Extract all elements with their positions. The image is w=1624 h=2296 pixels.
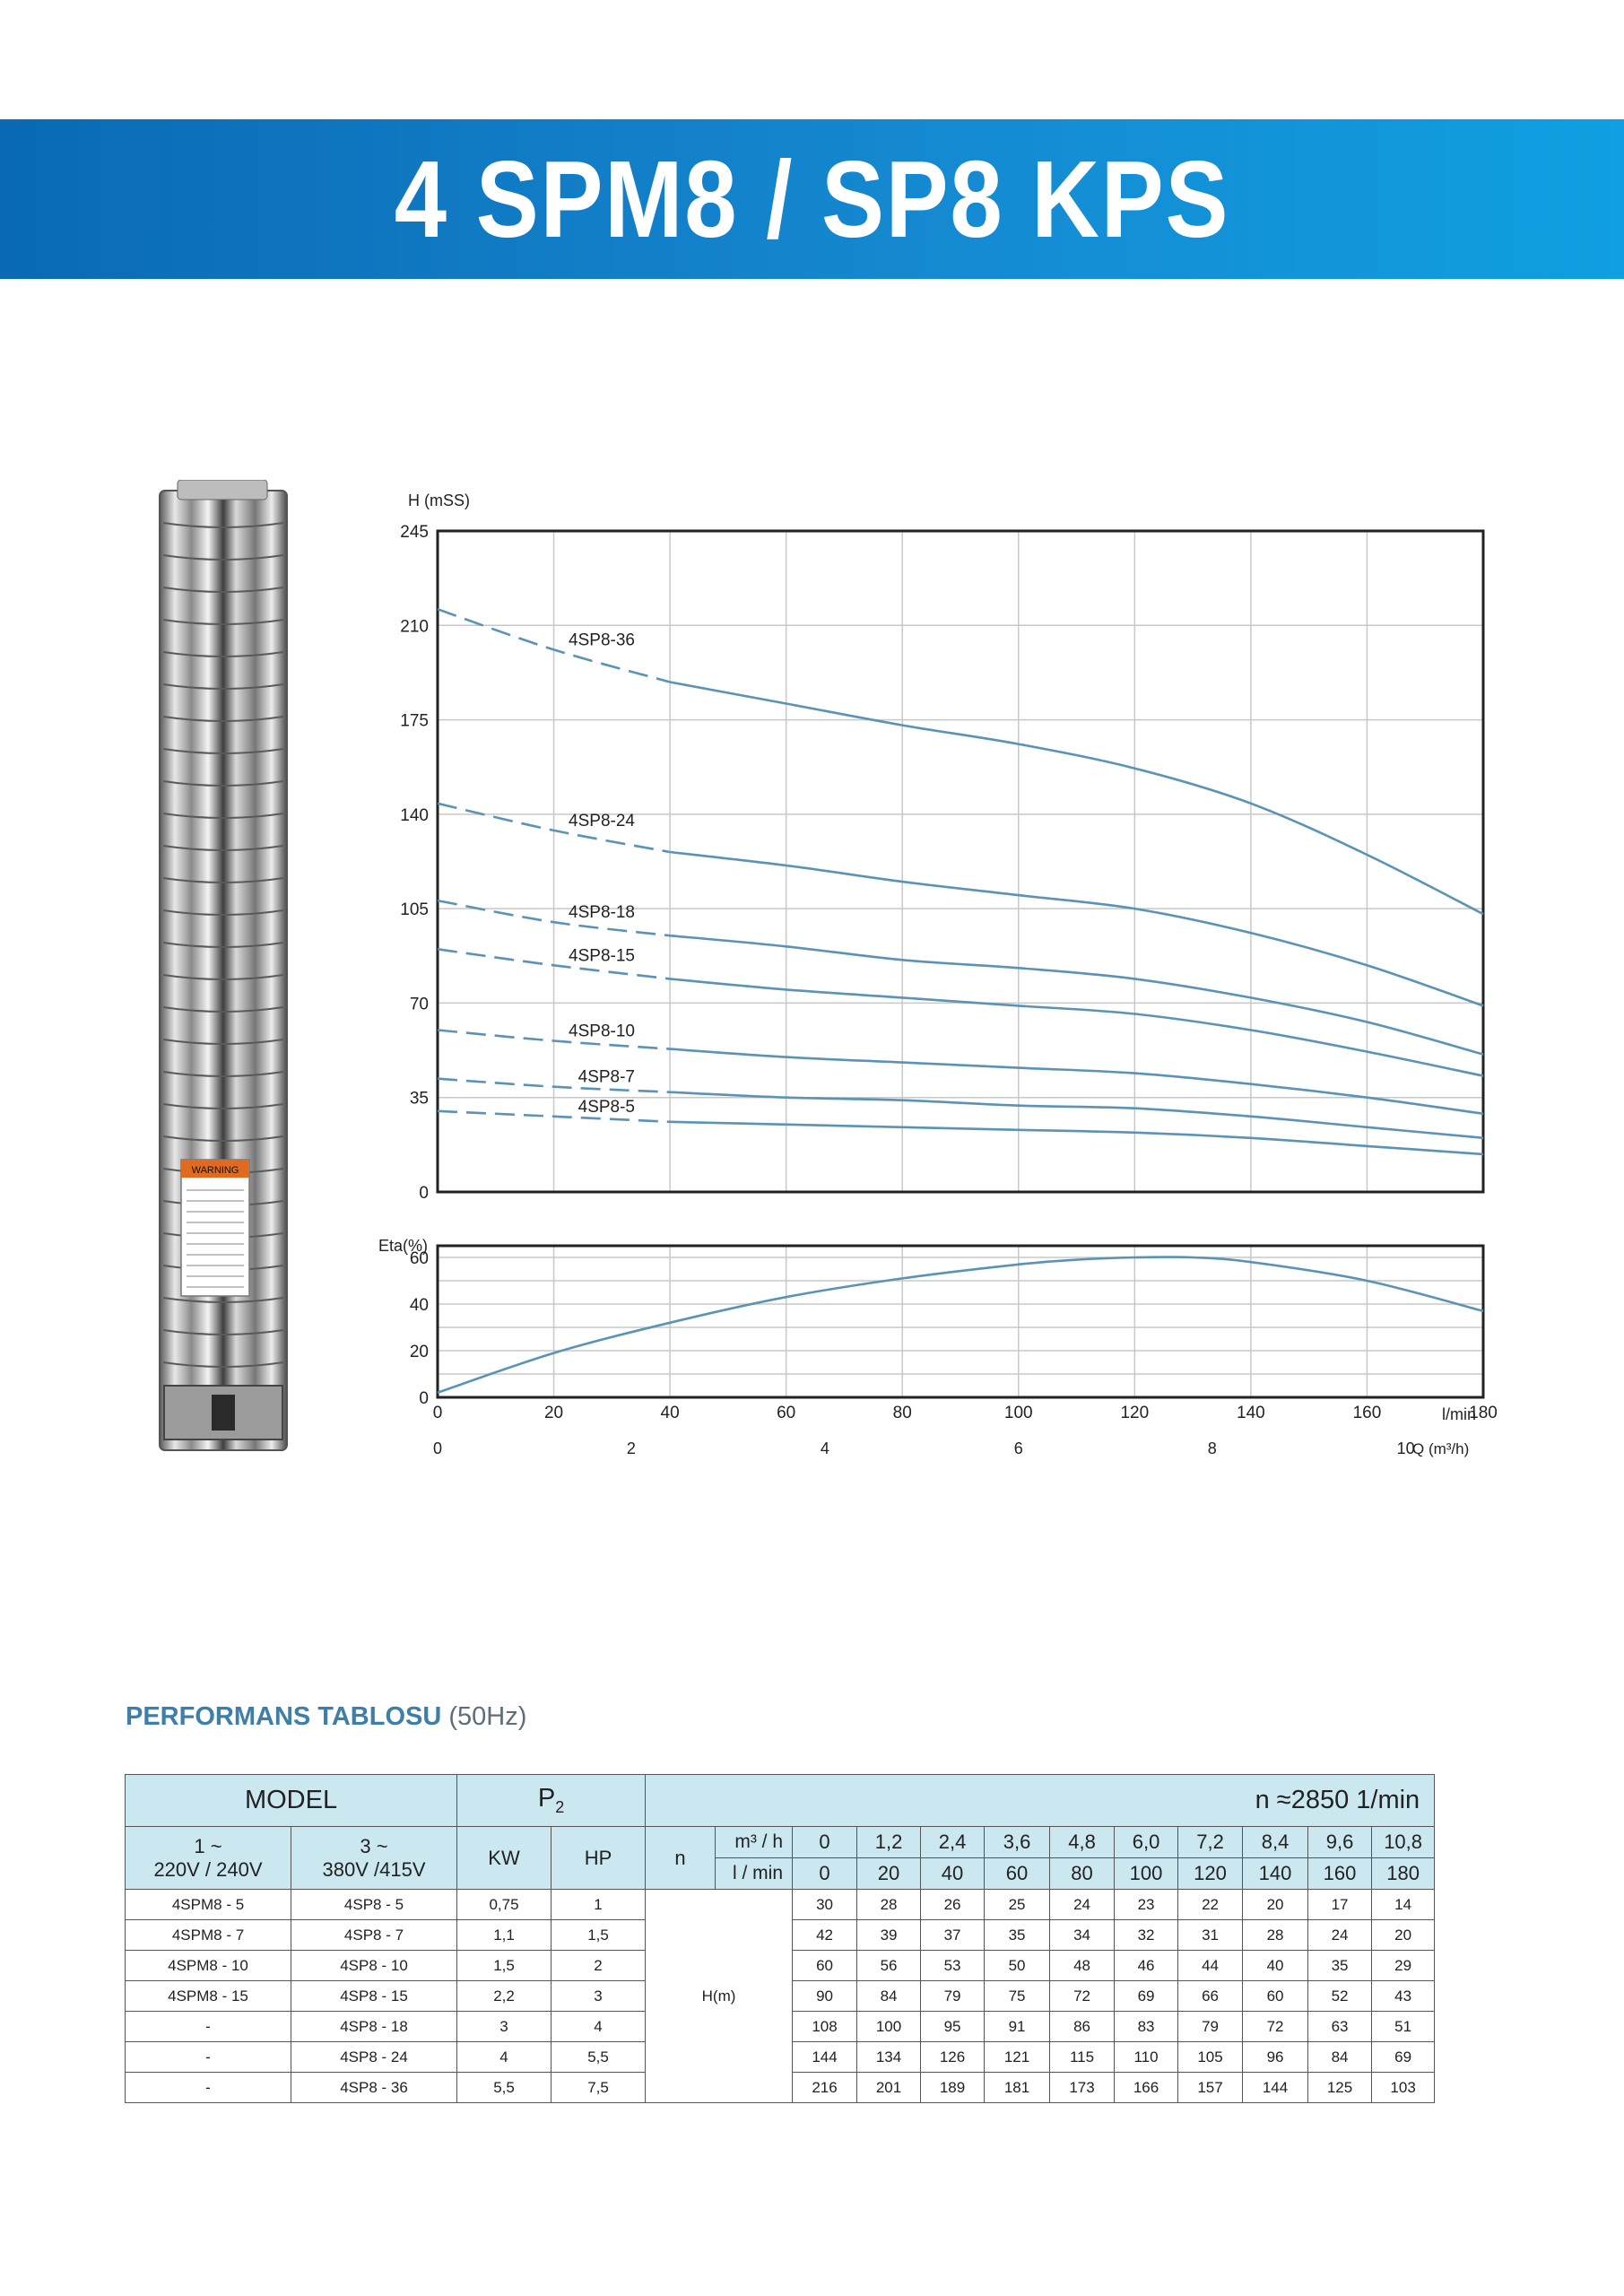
head-value: 201 [857, 2073, 921, 2103]
model-single-phase: - [126, 2042, 291, 2073]
n-header: n [646, 1827, 716, 1890]
table-row [126, 1890, 1435, 1920]
power-kw: 1,5 [457, 1951, 551, 1981]
head-value: 72 [1243, 2012, 1308, 2042]
performance-table [125, 1774, 1435, 2103]
head-value: 115 [1050, 2042, 1115, 2073]
x-axis-unit-lmin: l/min [1442, 1405, 1477, 1423]
head-value: 32 [1115, 1920, 1178, 1951]
model-three-phase: 4SP8 - 18 [291, 2012, 457, 2042]
x-axis-unit-m3h: Q (m³/h) [1412, 1440, 1470, 1457]
head-y-tick-label: 0 [419, 1184, 429, 1203]
head-value: 48 [1050, 1951, 1115, 1981]
head-y-tick-label: 245 [400, 523, 429, 542]
head-value: 83 [1115, 2012, 1178, 2042]
head-value: 14 [1372, 1890, 1435, 1920]
efficiency-axis-label: Eta(%) [378, 1237, 429, 1255]
head-value: 56 [857, 1951, 921, 1981]
x-tick-label-lmin: 20 [543, 1404, 564, 1422]
power-hp: 4 [551, 2012, 646, 2042]
head-curve-label: 4SP8-15 [569, 946, 635, 966]
x-tick-label-lmin: 180 [1469, 1404, 1498, 1422]
performance-table-heading [126, 1702, 526, 1732]
head-value: 100 [857, 2012, 921, 2042]
flow-m3h-header: 7,2 [1178, 1827, 1243, 1858]
head-axis-label: H (mSS) [408, 491, 470, 509]
head-curve-label: 4SP8-5 [578, 1097, 635, 1117]
power-kw: 5,5 [457, 2073, 551, 2103]
head-value: 34 [1050, 1920, 1115, 1951]
head-value: 105 [1178, 2042, 1243, 2073]
power-hp: 1 [551, 1890, 646, 1920]
head-value: 43 [1372, 1981, 1435, 2012]
power-hp: 1,5 [551, 1920, 646, 1951]
model-single-phase: - [126, 2073, 291, 2103]
head-y-tick-label: 105 [400, 900, 429, 920]
head-value: 90 [793, 1981, 857, 2012]
head-value: 17 [1308, 1890, 1372, 1920]
head-value: 31 [1178, 1920, 1243, 1951]
power-hp: 5,5 [551, 2042, 646, 2073]
head-value: 23 [1115, 1890, 1178, 1920]
head-value: 166 [1115, 2073, 1178, 2103]
flow-m3h-header: 6,0 [1115, 1827, 1178, 1858]
head-curve-label: 4SP8-7 [578, 1067, 635, 1087]
head-label-cell: H(m) [646, 1890, 793, 2103]
unit-lmin: l / min [716, 1858, 793, 1890]
model-three-phase: 4SP8 - 5 [291, 1890, 457, 1920]
head-curve-label: 4SP8-36 [569, 631, 635, 650]
x-tick-label-lmin: 160 [1352, 1404, 1382, 1422]
head-value: 53 [921, 1951, 985, 1981]
model-three-phase: 4SP8 - 36 [291, 2073, 457, 2103]
efficiency-y-tick-label: 40 [409, 1296, 429, 1315]
flow-m3h-header: 3,6 [985, 1827, 1050, 1858]
head-value: 25 [985, 1890, 1050, 1920]
head-curve-label: 4SP8-24 [569, 811, 635, 831]
three-phase-header: 3 ~ 380V /415V [291, 1827, 457, 1890]
head-value: 103 [1372, 2073, 1435, 2103]
hp-header: HP [551, 1827, 646, 1890]
x-tick-label-m3h: 6 [1013, 1439, 1023, 1457]
head-value: 173 [1050, 2073, 1115, 2103]
model-three-phase: 4SP8 - 24 [291, 2042, 457, 2073]
head-value: 110 [1115, 2042, 1178, 2073]
speed-header: n ≈2850 1/min [646, 1775, 1435, 1827]
power-kw: 4 [457, 2042, 551, 2073]
model-single-phase: 4SPM8 - 5 [126, 1890, 291, 1920]
x-tick-label-m3h: 0 [432, 1439, 443, 1457]
head-value: 69 [1372, 2042, 1435, 2073]
head-curve-label: 4SP8-18 [569, 903, 635, 923]
head-value: 79 [921, 1981, 985, 2012]
efficiency-curve [438, 1257, 1483, 1392]
head-value: 60 [1243, 1981, 1308, 2012]
head-y-tick-label: 70 [409, 995, 429, 1014]
model-header: MODEL [126, 1775, 457, 1827]
model-single-phase: - [126, 2012, 291, 2042]
x-tick-label-lmin: 100 [1003, 1404, 1033, 1422]
head-value: 144 [793, 2042, 857, 2073]
flow-lmin-header: 20 [857, 1858, 921, 1890]
x-tick-label-m3h: 8 [1207, 1439, 1217, 1457]
head-value: 75 [985, 1981, 1050, 2012]
power-hp: 3 [551, 1981, 646, 2012]
head-value: 28 [1243, 1920, 1308, 1951]
power-hp: 2 [551, 1951, 646, 1981]
flow-lmin-header: 60 [985, 1858, 1050, 1890]
head-value: 40 [1243, 1951, 1308, 1981]
head-value: 46 [1115, 1951, 1178, 1981]
power-kw: 0,75 [457, 1890, 551, 1920]
head-value: 91 [985, 2012, 1050, 2042]
power-hp: 7,5 [551, 2073, 646, 2103]
p2-header: $P_2$ [457, 1775, 646, 1827]
head-value: 24 [1050, 1890, 1115, 1920]
head-value: 125 [1308, 2073, 1372, 2103]
head-value: 79 [1178, 2012, 1243, 2042]
x-tick-label-lmin: 120 [1120, 1404, 1150, 1422]
head-value: 66 [1178, 1981, 1243, 2012]
head-value: 28 [857, 1890, 921, 1920]
head-value: 189 [921, 2073, 985, 2103]
head-value: 86 [1050, 2012, 1115, 2042]
head-value: 84 [1308, 2042, 1372, 2073]
x-tick-label-lmin: 140 [1237, 1404, 1265, 1422]
head-y-tick-label: 175 [400, 711, 429, 731]
head-curve [670, 935, 1483, 1054]
x-tick-label-lmin: 80 [892, 1404, 912, 1422]
x-tick-label-lmin: 40 [660, 1404, 680, 1422]
head-value: 26 [921, 1890, 985, 1920]
flow-lmin-header: 140 [1243, 1858, 1308, 1890]
head-value: 63 [1308, 2012, 1372, 2042]
flow-lmin-header: 40 [921, 1858, 985, 1890]
head-curve [670, 978, 1483, 1075]
power-kw: 2,2 [457, 1981, 551, 2012]
head-value: 51 [1372, 2012, 1435, 2042]
flow-m3h-header: 0 [793, 1827, 857, 1858]
flow-lmin-header: 80 [1050, 1858, 1115, 1890]
unit-m3h: m³ / h [716, 1827, 793, 1858]
head-value: 52 [1308, 1981, 1372, 2012]
flow-lmin-header: 180 [1372, 1858, 1435, 1890]
efficiency-y-tick-label: 0 [419, 1389, 429, 1408]
x-tick-label-lmin: 60 [777, 1404, 796, 1422]
head-value: 108 [793, 2012, 857, 2042]
head-curve [670, 1049, 1483, 1114]
power-kw: 3 [457, 2012, 551, 2042]
model-three-phase: 4SP8 - 15 [291, 1981, 457, 2012]
heading-main: PERFORMANS TABLOSU [126, 1702, 442, 1731]
head-value: 29 [1372, 1951, 1435, 1981]
head-y-tick-label: 35 [409, 1089, 429, 1109]
kw-header: KW [457, 1827, 551, 1890]
flow-lmin-header: 160 [1308, 1858, 1372, 1890]
single-phase-header: 1 ~ 220V / 240V [126, 1827, 291, 1890]
flow-m3h-header: 1,2 [857, 1827, 921, 1858]
head-value: 35 [1308, 1951, 1372, 1981]
efficiency-y-tick-label: 20 [409, 1343, 429, 1361]
x-tick-label-m3h: 2 [626, 1439, 636, 1457]
head-curve [670, 683, 1483, 915]
head-value: 60 [793, 1951, 857, 1981]
model-single-phase: 4SPM8 - 10 [126, 1951, 291, 1981]
x-tick-label-m3h: 10 [1396, 1439, 1415, 1457]
flow-lmin-header: 0 [793, 1858, 857, 1890]
head-value: 126 [921, 2042, 985, 2073]
head-value: 157 [1178, 2073, 1243, 2103]
power-kw: 1,1 [457, 1920, 551, 1951]
head-value: 121 [985, 2042, 1050, 2073]
flow-m3h-header: 2,4 [921, 1827, 985, 1858]
x-tick-label-lmin: 0 [432, 1404, 443, 1422]
head-value: 216 [793, 2073, 857, 2103]
head-value: 72 [1050, 1981, 1115, 2012]
head-curve-label: 4SP8-10 [569, 1022, 635, 1041]
flow-m3h-header: 9,6 [1308, 1827, 1372, 1858]
head-value: 144 [1243, 2073, 1308, 2103]
head-value: 24 [1308, 1920, 1372, 1951]
warning-label: WARNING [191, 1165, 239, 1176]
heading-frequency: (50Hz) [448, 1702, 527, 1731]
head-value: 30 [793, 1890, 857, 1920]
head-y-tick-label: 210 [400, 617, 429, 637]
head-value: 181 [985, 2073, 1050, 2103]
model-three-phase: 4SP8 - 10 [291, 1951, 457, 1981]
head-value: 35 [985, 1920, 1050, 1951]
head-value: 37 [921, 1920, 985, 1951]
head-value: 44 [1178, 1951, 1243, 1981]
model-single-phase: 4SPM8 - 7 [126, 1920, 291, 1951]
flow-lmin-header: 120 [1178, 1858, 1243, 1890]
head-curve [670, 852, 1483, 1005]
model-three-phase: 4SP8 - 7 [291, 1920, 457, 1951]
efficiency-y-tick-label: 60 [409, 1249, 429, 1268]
flow-m3h-header: 10,8 [1372, 1827, 1435, 1858]
flow-m3h-header: 8,4 [1243, 1827, 1308, 1858]
head-value: 84 [857, 1981, 921, 2012]
head-value: 20 [1243, 1890, 1308, 1920]
model-single-phase: 4SPM8 - 15 [126, 1981, 291, 2012]
flow-lmin-header: 100 [1115, 1858, 1178, 1890]
head-value: 42 [793, 1920, 857, 1951]
head-value: 39 [857, 1920, 921, 1951]
head-value: 95 [921, 2012, 985, 2042]
head-value: 96 [1243, 2042, 1308, 2073]
head-value: 69 [1115, 1981, 1178, 2012]
head-value: 20 [1372, 1920, 1435, 1951]
head-value: 22 [1178, 1890, 1243, 1920]
head-value: 134 [857, 2042, 921, 2073]
flow-m3h-header: 4,8 [1050, 1827, 1115, 1858]
head-y-tick-label: 140 [400, 805, 429, 825]
x-tick-label-m3h: 4 [820, 1439, 829, 1457]
page-title: 4 SPM8 / SP8 KPS [394, 138, 1230, 260]
head-value: 50 [985, 1951, 1050, 1981]
